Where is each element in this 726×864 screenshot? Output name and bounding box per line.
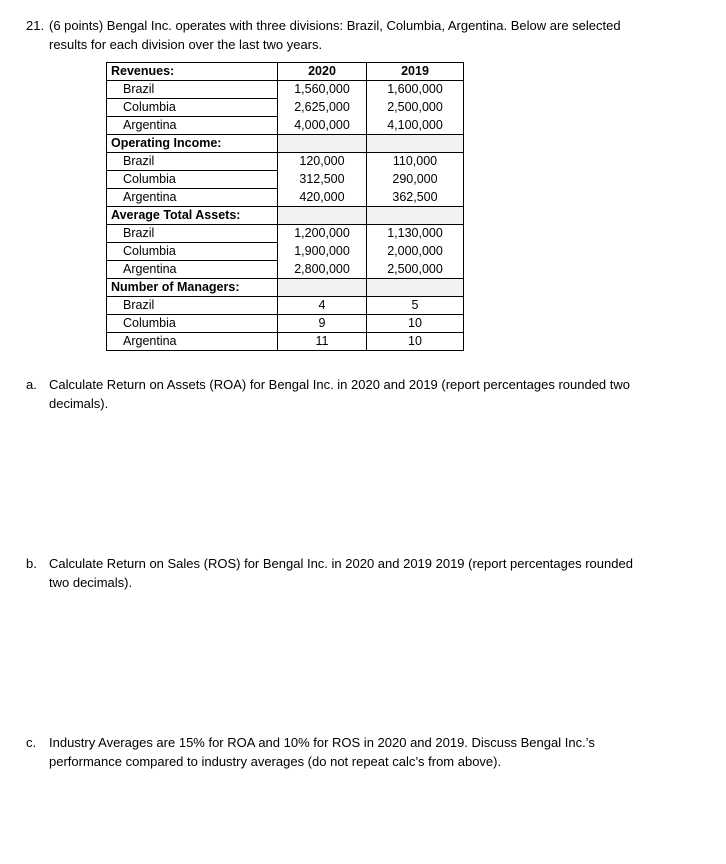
part-b-letter: b. [26, 556, 37, 571]
section-header-row [107, 279, 464, 297]
empty-cell [367, 279, 464, 297]
value-2019: 1,600,000 [367, 81, 464, 99]
value-2020: 2,625,000 [278, 99, 367, 117]
value-2019: 2,000,000 [367, 243, 464, 261]
row-label: Columbia [107, 171, 278, 189]
value-2020: 120,000 [278, 153, 367, 171]
question-text: (6 points) Bengal Inc. operates with three divisions: Brazil, Columbia, Argentina. Below are selected results for each division over the last two years. [49, 18, 621, 52]
value-2019: 362,500 [367, 189, 464, 207]
table-row [107, 333, 464, 351]
section-header-row [107, 135, 464, 153]
part-c-letter: c. [26, 735, 37, 750]
table-header-row [107, 63, 464, 81]
empty-cell [278, 207, 367, 225]
empty-cell [367, 135, 464, 153]
value-2019: 10 [367, 315, 464, 333]
value-2019: 290,000 [367, 171, 464, 189]
row-label: Brazil [107, 153, 278, 171]
table-row [107, 297, 464, 315]
value-2020: 11 [278, 333, 367, 351]
row-label: Columbia [107, 99, 278, 117]
value-2019: 2,500,000 [367, 261, 464, 279]
value-2020: 1,900,000 [278, 243, 367, 261]
value-2020: 420,000 [278, 189, 367, 207]
part-b-text: Calculate Return on Sales (ROS) for Bengal Inc. in 2020 and 2019 2019 (report percentages rounded two decimals). [49, 556, 633, 590]
value-2019: 110,000 [367, 153, 464, 171]
value-2019: 10 [367, 333, 464, 351]
question-number: 21. [26, 18, 45, 33]
empty-cell [367, 207, 464, 225]
row-label: Argentina [107, 261, 278, 279]
empty-cell [278, 135, 367, 153]
row-label: Argentina [107, 117, 278, 135]
row-label: Argentina [107, 189, 278, 207]
value-2020: 4 [278, 297, 367, 315]
table-row [107, 315, 464, 333]
value-2020: 9 [278, 315, 367, 333]
year-2019-header: 2019 [367, 63, 464, 81]
part-c-text: Industry Averages are 15% for ROA and 10% for ROS in 2020 and 2019. Discuss Bengal Inc.’s performance compared to industry averages (do not repeat calc’s from above). [49, 735, 595, 769]
section-header-row [107, 207, 464, 225]
table-row [107, 189, 464, 207]
row-label: Columbia [107, 315, 278, 333]
row-label: Brazil [107, 81, 278, 99]
table-row [107, 81, 464, 99]
table-row [107, 225, 464, 243]
year-2020-header: 2020 [278, 63, 367, 81]
value-2020: 1,560,000 [278, 81, 367, 99]
row-label: Brazil [107, 297, 278, 315]
part-a-letter: a. [26, 377, 37, 392]
table-row [107, 99, 464, 117]
value-2019: 1,130,000 [367, 225, 464, 243]
revenues-header: Revenues: [107, 63, 278, 81]
assets-header: Average Total Assets: [107, 207, 278, 225]
value-2020: 1,200,000 [278, 225, 367, 243]
value-2019: 2,500,000 [367, 99, 464, 117]
value-2019: 5 [367, 297, 464, 315]
value-2019: 4,100,000 [367, 117, 464, 135]
table-row [107, 117, 464, 135]
row-label: Brazil [107, 225, 278, 243]
table-row [107, 171, 464, 189]
value-2020: 312,500 [278, 171, 367, 189]
operating-income-header: Operating Income: [107, 135, 278, 153]
table-row [107, 243, 464, 261]
value-2020: 4,000,000 [278, 117, 367, 135]
empty-cell [278, 279, 367, 297]
part-a-text: Calculate Return on Assets (ROA) for Bengal Inc. in 2020 and 2019 (report percentages rounded two decimals). [49, 377, 631, 411]
managers-header: Number of Managers: [107, 279, 278, 297]
table-row [107, 153, 464, 171]
table-row [107, 261, 464, 279]
value-2020: 2,800,000 [278, 261, 367, 279]
row-label: Argentina [107, 333, 278, 351]
row-label: Columbia [107, 243, 278, 261]
division-results-table [106, 62, 464, 351]
